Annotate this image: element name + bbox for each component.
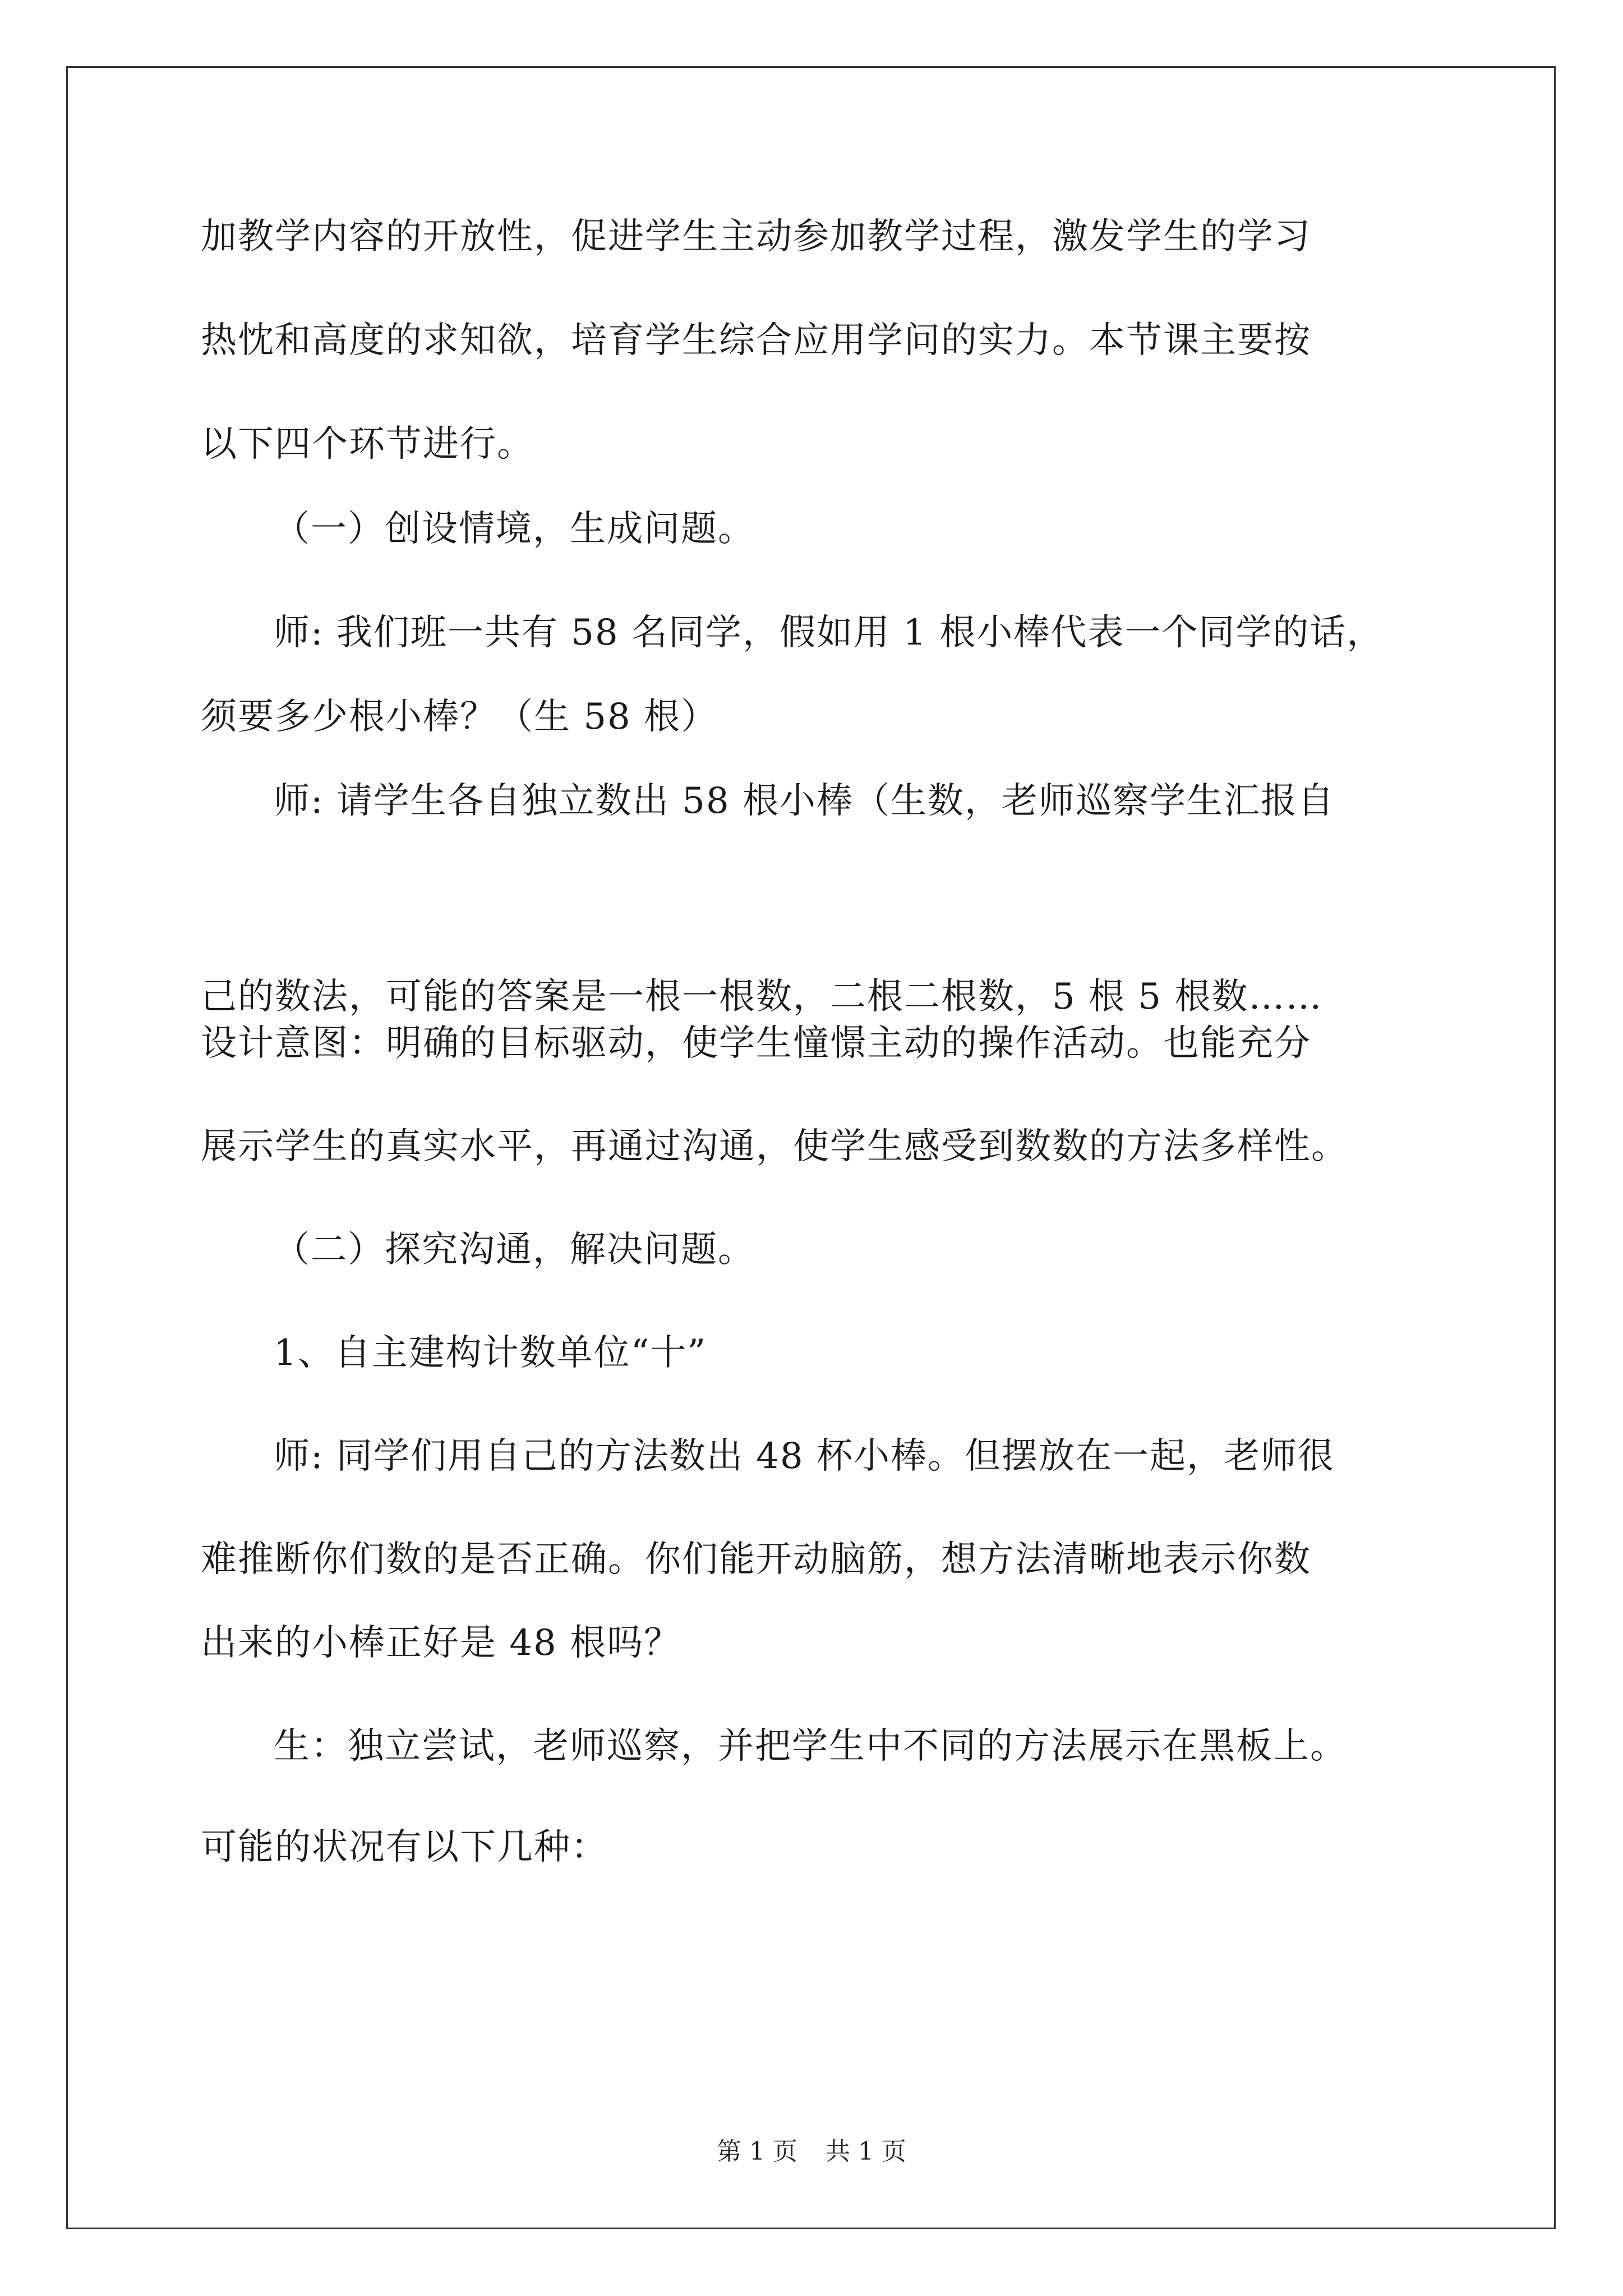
page-number: 第 1 页 — [717, 2137, 797, 2166]
paragraph-line: 展示学生的真实水平，再通过沟通，使学生感受到数数的方法多样性。 — [201, 1126, 1348, 1167]
page-footer — [0, 2136, 1623, 2168]
paragraph-line: 难推断你们数的是否正确。你们能开动脑筋，想方法清晰地表示你数 — [201, 1539, 1311, 1580]
paragraph-line: 出来的小棒正好是 48 根吗？ — [201, 1622, 681, 1664]
sub-heading: 1、自主建构计数单位“十” — [274, 1332, 707, 1374]
paragraph-line: 师: 我们班一共有 58 名同学，假如用 1 根小棒代表一个同学的话， — [274, 612, 1384, 654]
paragraph-line: 生：独立尝试，老师巡察，并把学生中不同的方法展示在黑板上。 — [274, 1726, 1347, 1767]
paragraph-line: 以下四个环节进行。 — [201, 424, 534, 465]
paragraph-line: 师: 请学生各自独立数出 58 根小棒（生数，老师巡察学生汇报自 — [274, 780, 1335, 822]
paragraph-line: 设计意图：明确的目标驱动，使学生憧憬主动的操作活动。也能充分 — [201, 1023, 1311, 1064]
section-heading: （一）创设情境，生成问题。 — [274, 508, 755, 550]
paragraph-line: 己的数法，可能的答案是一根一根数，二根二根数，5 根 5 根数…… — [201, 976, 1323, 1018]
paragraph-line: 热忱和高度的求知欲，培育学生综合应用学问的实力。本节课主要按 — [201, 320, 1311, 361]
paragraph-line: 可能的状况有以下几种： — [201, 1826, 608, 1868]
page-total: 共 1 页 — [826, 2137, 906, 2166]
paragraph-line: 加教学内容的开放性，促进学生主动参加教学过程，激发学生的学习 — [201, 216, 1311, 257]
section-heading: （二）探究沟通，解决问题。 — [274, 1229, 755, 1271]
paragraph-line: 师: 同学们用自己的方法数出 48 杯小棒。但摆放在一起，老师很 — [274, 1435, 1335, 1477]
paragraph-line: 须要多少根小棒？（生 58 根） — [201, 696, 718, 738]
